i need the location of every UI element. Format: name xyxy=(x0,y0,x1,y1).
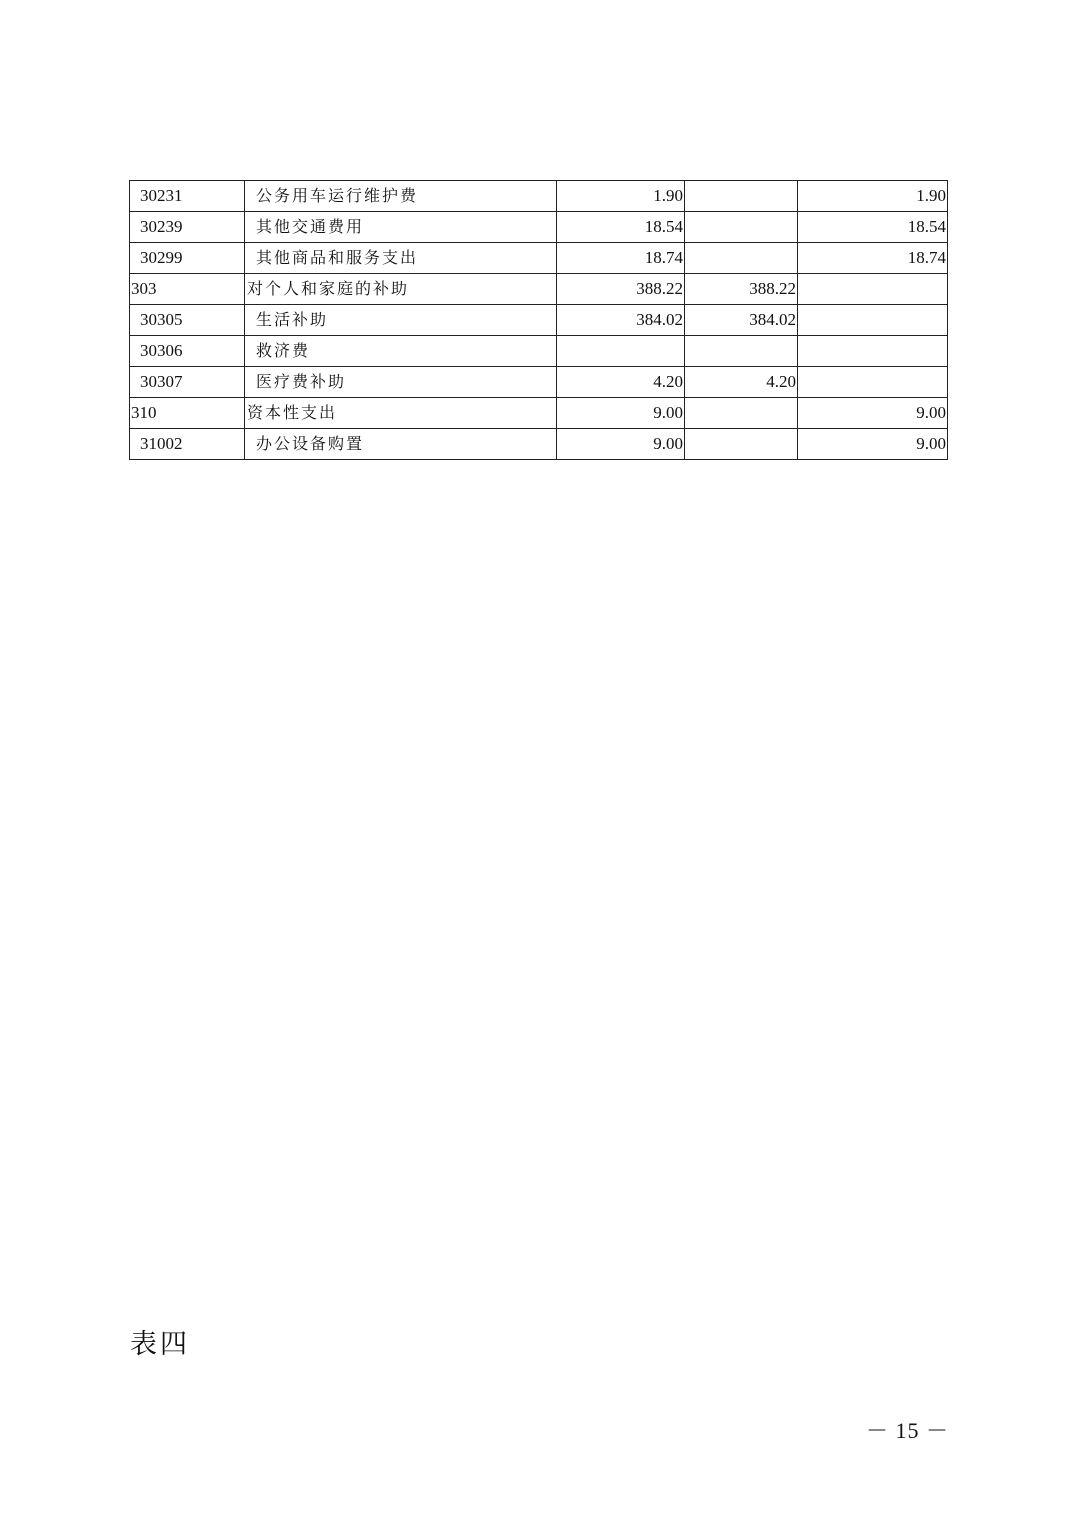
account-name-cell: 其他交通费用 xyxy=(245,212,557,243)
page-number: － 15 － xyxy=(866,1418,950,1443)
table-row xyxy=(130,274,948,305)
account-code-cell: 31002 xyxy=(130,429,245,460)
total-cell: 4.20 xyxy=(557,367,685,398)
account-name-cell: 其他商品和服务支出 xyxy=(245,243,557,274)
table-row xyxy=(130,243,948,274)
project-expenditure-cell: 9.00 xyxy=(798,429,948,460)
basic-expenditure-cell xyxy=(685,429,798,460)
project-expenditure-cell: 18.54 xyxy=(798,212,948,243)
account-name-cell: 生活补助 xyxy=(245,305,557,336)
table-row xyxy=(130,305,948,336)
basic-expenditure-cell xyxy=(685,398,798,429)
table-row xyxy=(130,336,948,367)
account-code-cell: 30231 xyxy=(130,181,245,212)
total-cell xyxy=(557,336,685,367)
basic-expenditure-cell: 388.22 xyxy=(685,274,798,305)
account-name-cell: 医疗费补助 xyxy=(245,367,557,398)
project-expenditure-cell xyxy=(798,367,948,398)
table-body xyxy=(130,181,948,460)
basic-expenditure-cell xyxy=(685,336,798,367)
basic-expenditure-cell: 384.02 xyxy=(685,305,798,336)
table-row xyxy=(130,212,948,243)
total-cell: 9.00 xyxy=(557,398,685,429)
project-expenditure-cell xyxy=(798,336,948,367)
table-row xyxy=(130,429,948,460)
account-code-cell: 30305 xyxy=(130,305,245,336)
account-name-cell: 公务用车运行维护费 xyxy=(245,181,557,212)
basic-expenditure-cell: 4.20 xyxy=(685,367,798,398)
table-row xyxy=(130,181,948,212)
basic-expenditure-cell xyxy=(685,243,798,274)
account-name-cell: 对个人和家庭的补助 xyxy=(245,274,557,305)
account-code-cell: 30299 xyxy=(130,243,245,274)
basic-expenditure-cell xyxy=(685,181,798,212)
account-name-cell: 资本性支出 xyxy=(245,398,557,429)
table-caption: 表四 xyxy=(130,1329,190,1360)
total-cell: 18.54 xyxy=(557,212,685,243)
project-expenditure-cell: 1.90 xyxy=(798,181,948,212)
project-expenditure-cell: 9.00 xyxy=(798,398,948,429)
expenditure-table xyxy=(129,180,948,460)
account-code-cell: 303 xyxy=(130,274,245,305)
project-expenditure-cell: 18.74 xyxy=(798,243,948,274)
project-expenditure-cell xyxy=(798,305,948,336)
account-name-cell: 救济费 xyxy=(245,336,557,367)
project-expenditure-cell xyxy=(798,274,948,305)
table-row xyxy=(130,398,948,429)
total-cell: 18.74 xyxy=(557,243,685,274)
account-code-cell: 310 xyxy=(130,398,245,429)
account-code-cell: 30239 xyxy=(130,212,245,243)
basic-expenditure-cell xyxy=(685,212,798,243)
account-name-cell: 办公设备购置 xyxy=(245,429,557,460)
table-row xyxy=(130,367,948,398)
account-code-cell: 30307 xyxy=(130,367,245,398)
account-code-cell: 30306 xyxy=(130,336,245,367)
total-cell: 9.00 xyxy=(557,429,685,460)
total-cell: 388.22 xyxy=(557,274,685,305)
total-cell: 1.90 xyxy=(557,181,685,212)
total-cell: 384.02 xyxy=(557,305,685,336)
